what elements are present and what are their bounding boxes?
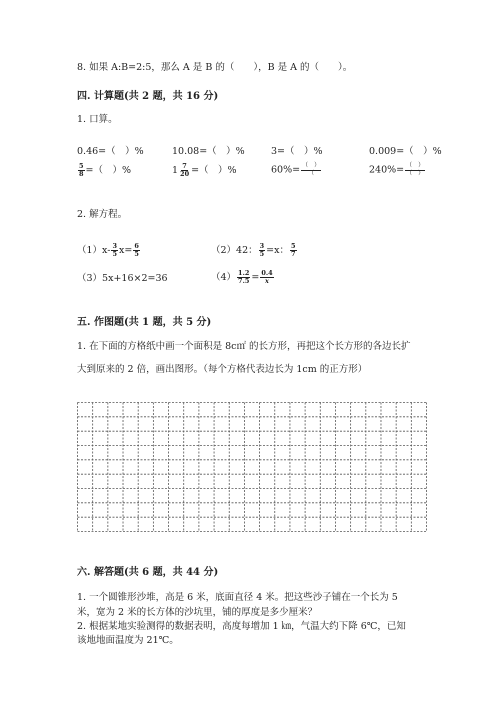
equation-1: （1）x- $\frac{3}{5}$ x= $\frac{6}{5}$ [77,242,139,258]
fraction: $\frac{5}{8}$ [79,162,84,178]
fraction: $\frac{3}{5}$ [112,242,117,258]
drawing-question-line-1: 1. 在下面的方格纸中画一个面积是 8c㎡ 的长方形，再把这个长方形的各边长扩 [77,341,411,352]
oral-calc-item-6: 1 $\frac{7}{20}$ =（ ）% [172,162,237,178]
oral-calc-item-7: 60%= $\frac{( )}{(}$ [271,162,321,177]
fraction: $\frac{7}{20}$ [180,162,190,178]
fraction: $\frac{6}{5}$ [134,242,139,258]
fraction: $\frac{0.4}{x}$ [261,269,273,285]
blank-fraction: $\frac{( )}{(}$ [302,162,321,177]
fraction: $\frac{5}{7}$ [291,242,296,258]
drawing-question-line-2: 大到原来的 2 倍，画出图形。（每个方格代表边长为 1cm 的正方形） [77,364,368,375]
square-grid-paper [77,402,427,532]
equation-title: 2. 解方程。 [77,209,128,220]
oral-calc-item-3: 3=（ ）% [271,146,323,157]
answer-question-1-line-1: 1. 一个圆锥形沙堆，高是 6 米，底面直径 4 米。把这些沙子铺在一个长为 5 [77,592,398,603]
equation-2: （2）42： $\frac{3}{5}$ =x： $\frac{5}{7}$ [211,242,296,258]
oral-calc-item-2: 10.08=（ ）% [172,146,245,157]
oral-calc-title: 1. 口算。 [77,114,118,125]
oral-calc-item-8: 240%= $\frac{( )}{( )}$ [369,162,425,177]
equation-4: （4） $\frac{1.2}{7.5}$ = $\frac{0.4}{x}$ [211,269,273,285]
equation-3: （3）5x+16×2=36 [77,273,168,284]
fraction: $\frac{3}{5}$ [259,242,265,258]
question-8: 8. 如果 A:B=2:5，那么 A 是 B 的（ ），B 是 A 的（ ）。 [77,62,353,73]
oral-calc-item-5: $\frac{5}{8}$ =（ ）% [79,162,132,178]
section-6-heading: 六. 解答题(共 6 题，共 44 分) [77,567,219,578]
oral-calc-item-1: 0.46=（ ）% [77,146,144,157]
answer-question-2-line-2: 该地地面温度为 21℃。 [77,635,179,646]
blank-fraction: $\frac{( )}{( )}$ [406,162,425,177]
oral-calc-item-4: 0.009=（ ）% [369,146,442,157]
answer-question-1-line-2: 米，宽为 2 米的长方体的沙坑里，铺的厚度是多少厘米？ [77,607,318,618]
section-5-heading: 五. 作图题(共 1 题，共 5 分) [77,317,212,328]
fraction: $\frac{1.2}{7.5}$ [238,269,250,285]
section-4-heading: 四. 计算题(共 2 题，共 16 分) [77,91,219,102]
answer-question-2-line-1: 2. 根据某地实验测得的数据表明，高度每增加 1 ㎞，气温大约下降 6℃，已知 [77,621,406,632]
